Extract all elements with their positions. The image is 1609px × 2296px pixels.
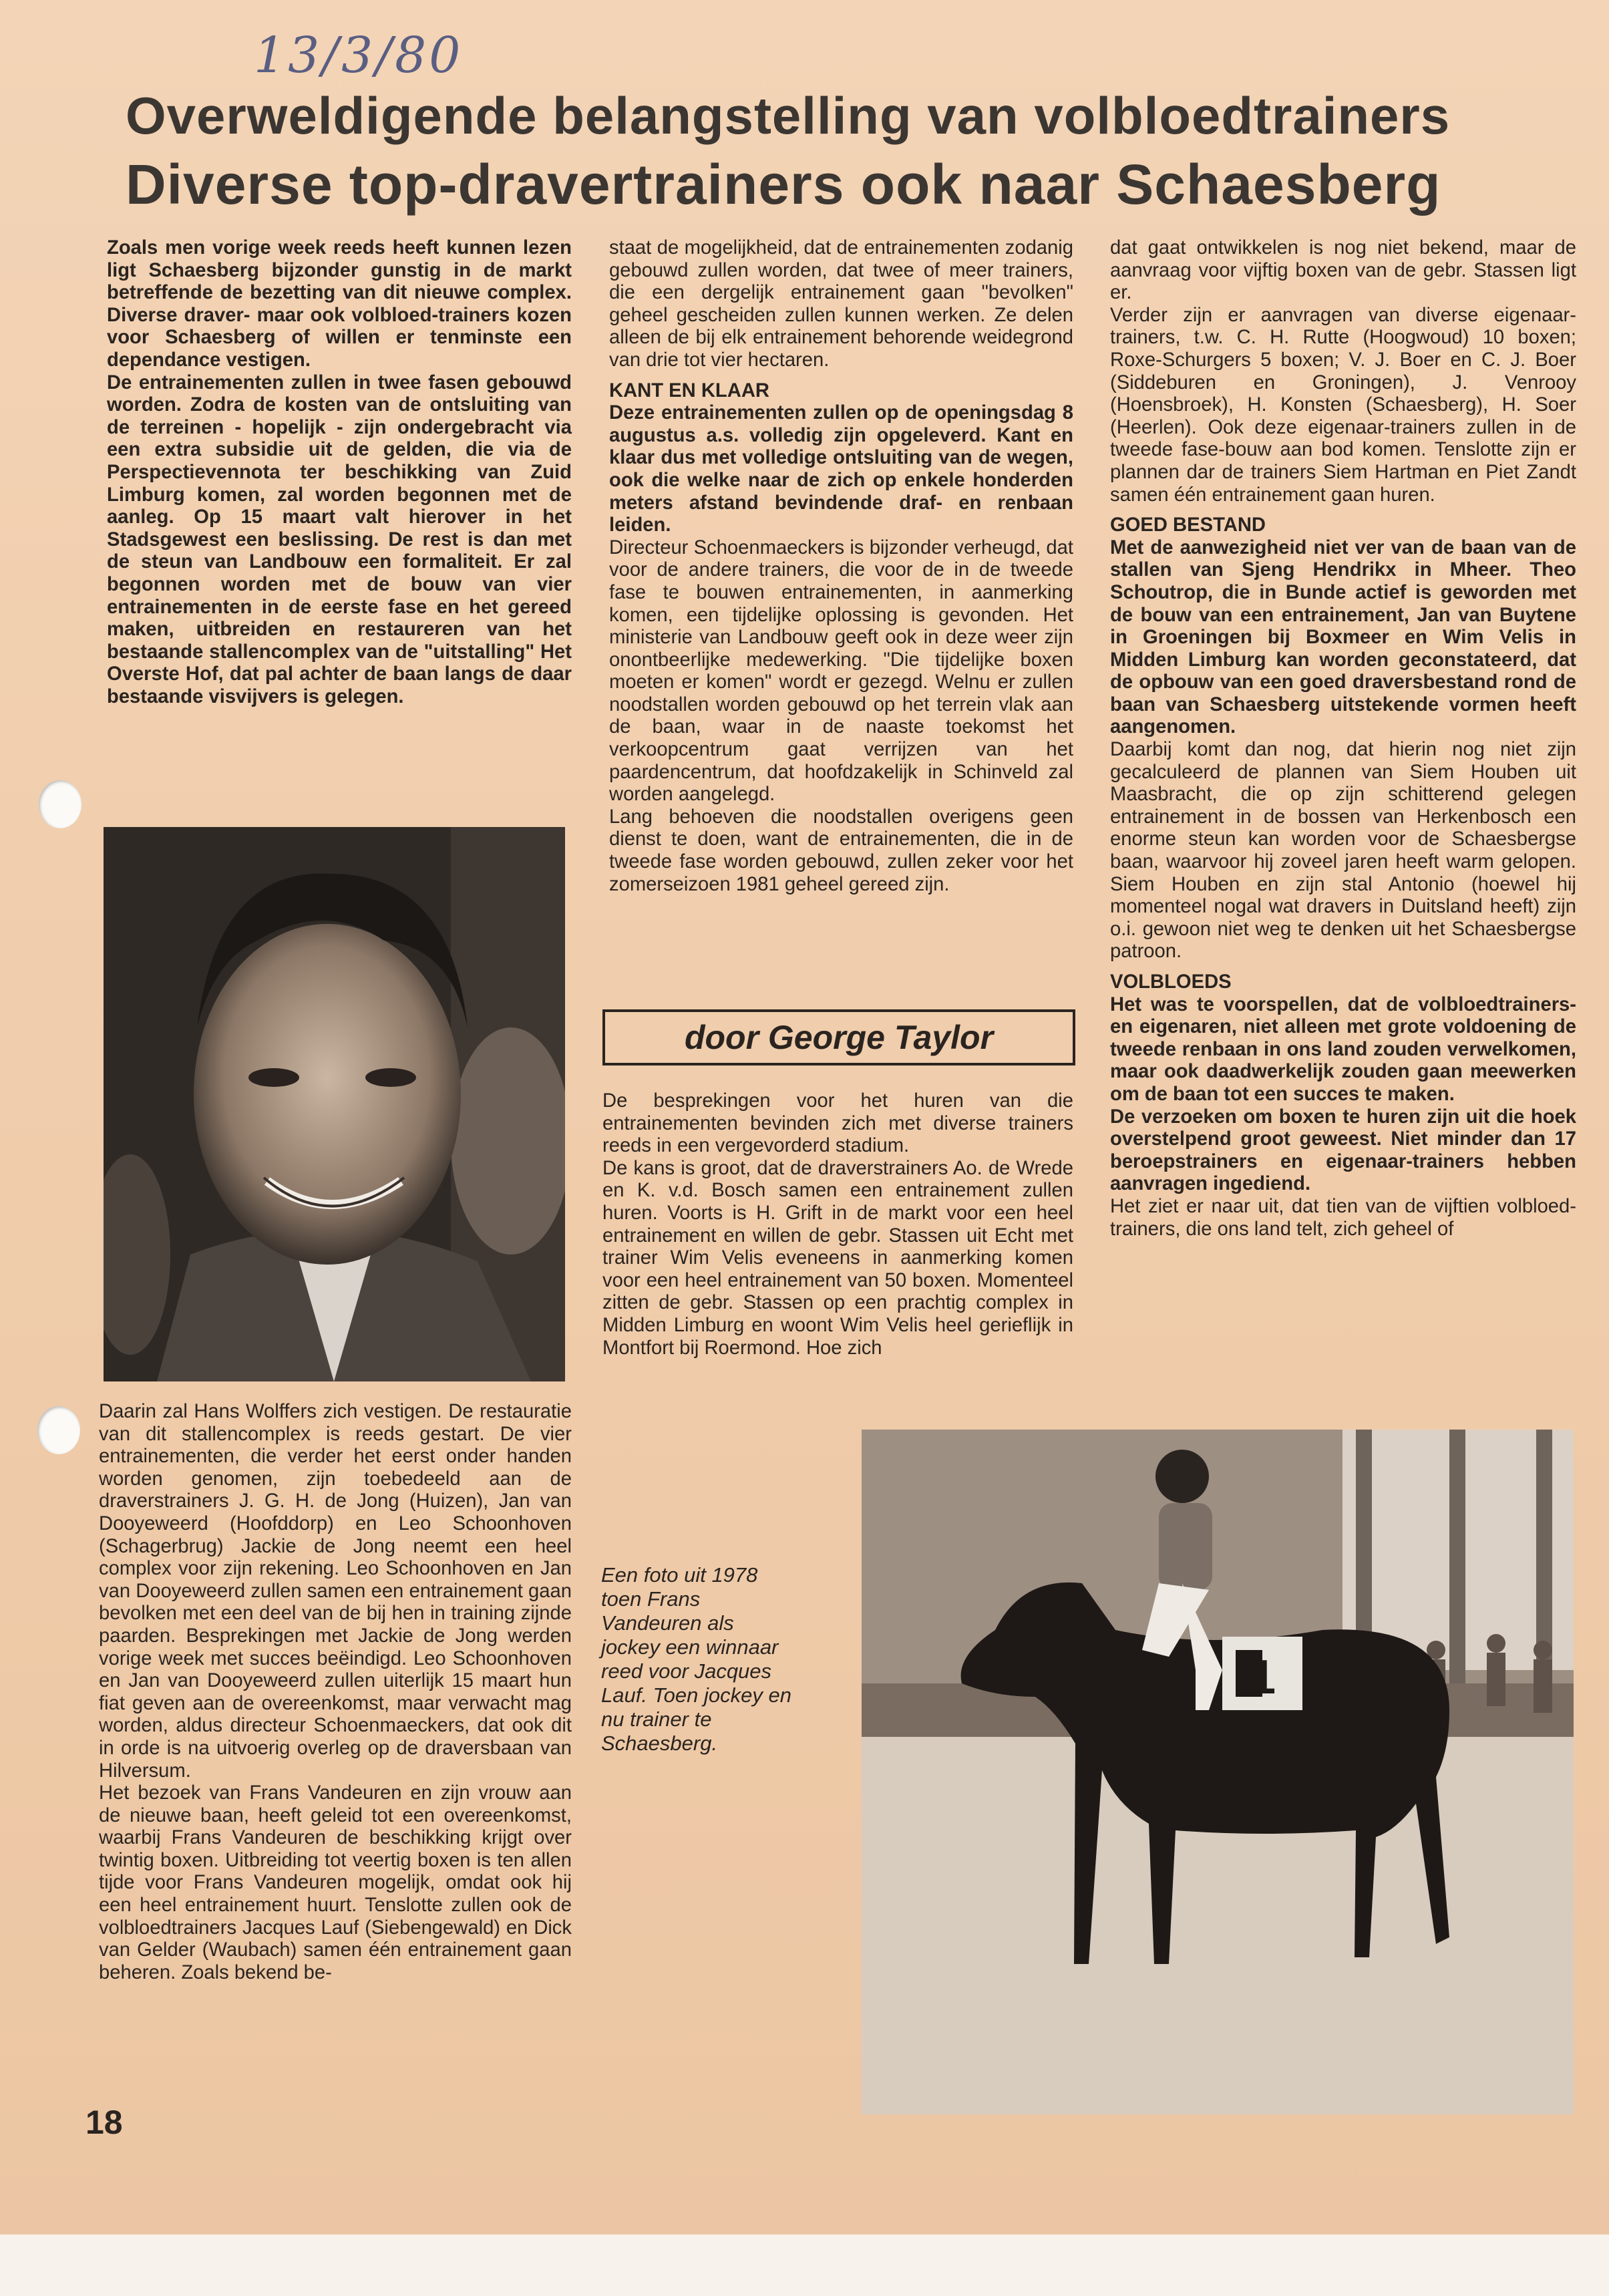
paragraph: Lang behoeven die noodstallen overigens geen dienst te doen, want de entrainementen, die in de tweede fase worden gebouwd, zullen zeker voor het zomerseizoen 1981 geheel gereed zijn. — [609, 806, 1073, 895]
subheading-volbloeds: VOLBLOEDS — [1110, 971, 1232, 993]
column-2-continued — [602, 1090, 1073, 1359]
byline-box: door George Taylor — [602, 1009, 1075, 1065]
page-bottom-margin — [0, 2235, 1609, 2296]
headline-2: Diverse top-dravertrainers ook naar Schaesberg — [126, 153, 1441, 216]
jockey-horse-illustration — [862, 1430, 1574, 2114]
page-number: 18 — [85, 2104, 123, 2141]
subheading-goed-bestand: GOED BESTAND — [1110, 514, 1266, 536]
punch-hole-top — [39, 780, 81, 828]
paragraph: Het bezoek van Frans Vandeuren en zijn vrouw aan de nieuwe baan, heeft geleid tot een overeenkomst, waarbij Frans Vandeuren de beschikking krijgt over twintig boxen. Uitbreiding tot veertig boxen is ten allen tijde voor Frans Vandeuren mogelijk, omdat ook hij een heel entrainement huurt. Tenslotte zullen ook de volbloedtrainers Jacques Lauf (Siebengewald) en Dick van Gelder (Waubach) samen één entrainement gaan beheren. Zoals bekend be- — [99, 1782, 572, 1983]
portrait-illustration — [104, 827, 565, 1381]
paragraph: dat gaat ontwikkelen is nog niet bekend, maar de aanvraag voor vijftig boxen van de gebr. Stassen ligt er. — [1110, 237, 1576, 304]
paragraph: Het ziet er naar uit, dat tien van de vijftien volbloed-trainers, die ons land telt, zich geheel of — [1110, 1195, 1576, 1240]
paragraph-bold: Het was te voorspellen, dat de volbloedtrainers- en eigenaren, niet alleen met grote voldoening de tweede renbaan in ons land zouden verwelkomen, maar ook daadwerkelijk zouden gaan meewerken om de baan tot een succes te maken. — [1110, 993, 1576, 1105]
subheading-kant-en-klaar: KANT EN KLAAR — [609, 379, 769, 401]
column-1-body — [99, 1401, 572, 1984]
paragraph: De besprekingen voor het huren van die entrainementen bevinden zich met diverse trainers reeds in een vergevorderd stadium. — [602, 1090, 1073, 1157]
paragraph: staat de mogelijkheid, dat de entrainementen zodanig gebouwd zullen worden, dat twee of meer trainers, die een dergelijk entrainement gaan "bevolken" geheel gescheiden zullen kunnen werken. Ze delen alleen de bij elk entrainement behorende weidegrond van drie tot vier hectaren. — [609, 237, 1073, 371]
portrait-photo — [104, 827, 565, 1381]
jockey-horse-photo — [862, 1430, 1574, 2114]
saddle-number: 1 — [1249, 1651, 1276, 1704]
column-2 — [609, 237, 1073, 896]
paragraph-bold: De verzoeken om boxen te huren zijn uit die hoek overstelpend groot geweest. Niet minder dan 17 beroepstrainers en eigenaar-trainers hebben aanvragen ingediend. — [1110, 1106, 1576, 1195]
paragraph: Directeur Schoenmaeckers is bijzonder verheugd, dat voor de andere trainers, die voor de in de tweede fase te bouwen entrainementen, in aanmerking komen, een tijdelijke oplossing is gevonden. Het ministerie van Landbouw geeft ook in deze weer zijn onontbeerlijke medewerking. "Die tijdelijke boxen moeten er komen" wordt er gezegd. Welnu er zullen noodstallen worden gebouwd op het terrein vlak aan de baan, waar in de naaste toekomst het verkoopcentrum gaat verrijzen van het paardencentrum, dat hoofdzakelijk in Schinveld zal worden aangelegd. — [609, 536, 1073, 806]
paragraph: Daarbij komt dan nog, dat hierin nog niet zijn gecalculeerd de plannen van Siem Houben uit Maasbracht, die op zijn schitterend gelegen entrainement in de bossen van Herkenbosch een enorme steun kan worden voor de Schaesbergse baan, waarvoor hij zoveel jaren heeft warm gelopen. Siem Houben en zijn stal Antonio (hoewel hij momenteel nogal wat dravers in Duitsland heeft) zijn o.i. gewoon niet weg te denken uit het Schaesbergse patroon. — [1110, 739, 1576, 963]
paragraph-bold: Deze entrainementen zullen op de openingsdag 8 augustus a.s. volledig zijn opgeleverd. Kant en klaar dus met volledige ontsluiting van de wegen, ook die welke naar de zich op enkele honderden meters afstand bevindende draf- en renbaan leiden. — [609, 402, 1073, 536]
paragraph-bold: Met de aanwezigheid niet ver van de baan van de stallen van Sjeng Hendrikx in Mheer. Theo Schoutrop, die in Bunde actief is geworden met de bouw van een entrainement, Jan van Buytene in Groeningen bij Boxmeer en Wim Velis in Midden Limburg kan worden geconstateerd, dat de opbouw van een goed draversbestand rond de baan van Schaesberg uitstekende vormen heeft aangenomen. — [1110, 536, 1576, 738]
paragraph: De entrainementen zullen in twee fasen gebouwd worden. Zodra de kosten van de ontsluiting van de terreinen - hopelijk - zijn ondergebracht via een extra subsidie uit de gelden, die via de Perspectievennota ter beschikking van Zuid Limburg komen, zal worden begonnen met de aanleg. Op 15 maart valt hierover in het Stadsgewest een beslissing. De rest is dan met de steun van Landbouw een formaliteit. Er zal begonnen worden met de bouw van vier entrainementen in de eerste fase en het gereed maken, uitbreiden en restaureren van het bestaande stallencomplex van de "uitstalling" Het Overste Hof, dat pal achter de baan langs de daar bestaande visvijvers is gelegen. — [107, 371, 572, 707]
paragraph: Verder zijn er aanvragen van diverse eigenaar-trainers, t.w. C. H. Rutte (Hoogwoud) 10 boxen; Roxe-Schurgers 5 boxen; V. J. Boer en C. J. Boer (Siddeburen en Groningen), J. Venrooy (Hoensbroek), H. Konsten (Schaesberg), H. Soer (Heerlen). Ook deze eigenaar-trainers zullen in de tweede fase-bouw aan bod komen. Tenslotte zijn er plannen dar de trainers Siem Hartman en Piet Zandt samen één entrainement gaan huren. — [1110, 304, 1576, 506]
photo-caption: Een foto uit 1978 toen Frans Vandeuren als jockey een winnaar reed voor Jacques Lauf. Toen jockey en nu trainer te Schaesberg. — [601, 1563, 791, 1755]
handwritten-date: 13/3/80 — [254, 27, 464, 84]
paragraph: Zoals men vorige week reeds heeft kunnen lezen ligt Schaesberg bijzonder gunstig in de markt betreffende de bezetting van dit nieuwe complex. Diverse draver- maar ook volbloed-trainers kozen voor Schaesberg of willen er tenminste een dependance vestigen. — [107, 237, 572, 371]
column-1-intro — [107, 237, 572, 708]
paragraph: Daarin zal Hans Wolffers zich vestigen. De restauratie van dit stallencomplex is reeds gestart. De vier entrainementen, die verder het eerst onder handen worden genomen, zijn toebedeeld aan de draverstrainers J. G. H. de Jong (Huizen), Jan van Dooyeweerd (Hoofddorp) en Leo Schoonhoven (Schagerbrug) Jackie de Jong neemt een heel complex voor zijn rekening. Leo Schoonhoven en Jan van Dooyeweerd zullen samen een entrainement gaan bevolken met een deel van de bij hen in training zijnde paarden. Besprekingen met Jackie de Jong werden vorige week met succes beëindigd. Leo Schoonhoven en Jan van Dooyeweerd zullen uiterlijk 15 maart hun fiat geven aan de overeenkomst, maar verwacht mag worden, aldus directeur Schoenmaeckers, dat ook dit in orde is na uitvoerig overleg op de draversbaan van Hilversum. — [99, 1401, 572, 1782]
paragraph: De kans is groot, dat de draverstrainers Ao. de Wrede en K. v.d. Bosch samen een entrainement zullen huren. Voorts is H. Grift in de markt voor een heel entrainement en willen de gebr. Stassen uit Echt met trainer Wim Velis eveneens in aanmerking komen voor een heel entrainement van 50 boxen. Momenteel zitten de gebr. Stassen op een prachtig complex in Midden Limburg en woont Wim Velis heel gerieflijk in Montfort bij Roermond. Hoe zich — [602, 1157, 1073, 1359]
headline-1: Overweldigende belangstelling van volbloedtrainers — [126, 86, 1451, 145]
column-3 — [1110, 237, 1576, 1241]
punch-hole-bottom — [37, 1406, 80, 1454]
